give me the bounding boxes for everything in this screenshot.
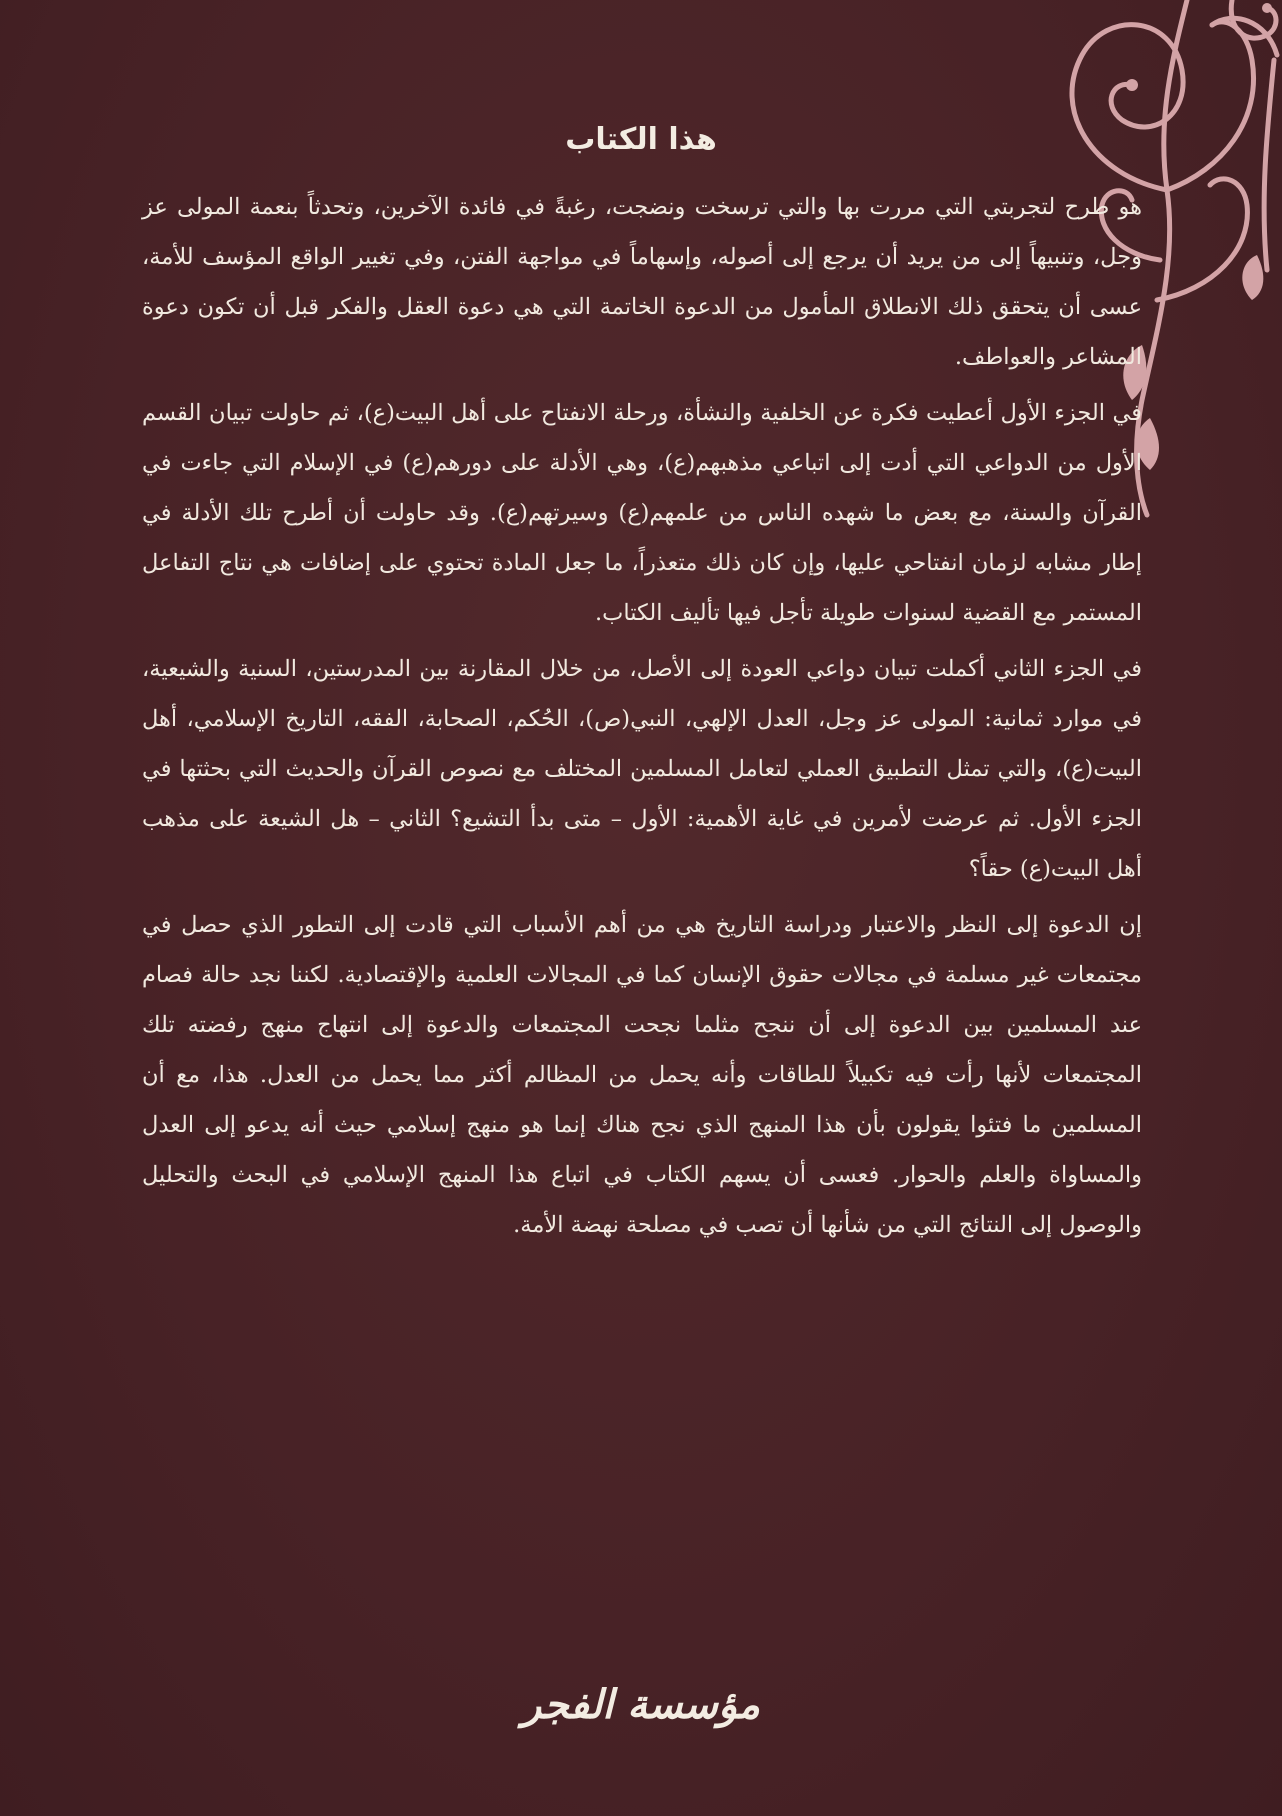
paragraph: في الجزء الأول أعطيت فكرة عن الخلفية والنشأة، ورحلة الانفتاح على أهل البيت(ع)، ثم حاولت تبيان القسم الأول من الدواعي التي أدت إلى اتباعي مذهبهم(ع)، وهي الأدلة على دورهم(ع) في الإسلام التي جاءت في القرآن والسنة، مع بعض ما شهده الناس من علمهم(ع) وسيرتهم(ع). وقد حاولت أن أطرح تلك الأدلة في إطار مشابه لزمان انفتاحي عليها، وإن كان ذلك متعذراً، ما جعل المادة تحتوي على إضافات هي نتاج التفاعل المستمر مع القضية لسنوات طويلة تأجل فيها تأليف الكتاب. bbox=[142, 400, 1142, 626]
description-text bbox=[142, 182, 1142, 1256]
paragraph: هو طرح لتجربتي التي مررت بها والتي ترسخت ونضجت، رغبةً في فائدة الآخرين، وتحدثاً بنعمة المولى عز وجل، وتنبيهاً إلى من يريد أن يرجع إلى أصوله، وإسهاماً في مواجهة الفتن، وفي تغيير الواقع المؤسف للأمة، عسى أن يتحقق ذلك الانطلاق المأمول من الدعوة الخاتمة التي هي دعوة العقل والفكر قبل أن تكون دعوة المشاعر والعواطف. bbox=[142, 194, 1142, 370]
paragraph: إن الدعوة إلى النظر والاعتبار ودراسة التاريخ هي من أهم الأسباب التي قادت إلى التطور الذي حصل في مجتمعات غير مسلمة في مجالات حقوق الإنسان كما في المجالات العلمية والإقتصادية. لكننا نجد حالة فصام عند المسلمين بين الدعوة إلى أن ننجح مثلما نجحت المجتمعات والدعوة إلى انتهاج منهج رفضته تلك المجتمعات لأنها رأت فيه تكبيلاً للطاقات وأنه يحمل من المظالم أكثر مما يحمل من العدل. هذا، مع أن المسلمين ما فتئوا يقولون بأن هذا المنهج الذي نجح هناك إنما هو منهج إسلامي حيث أنه يدعو إلى العدل والمساواة والعلم والحوار. فعسى أن يسهم الكتاب في اتباع هذا المنهج الإسلامي في البحث والتحليل والوصول إلى النتائج التي من شأنها أن تصب في مصلحة نهضة الأمة. bbox=[142, 912, 1142, 1238]
paragraph: في الجزء الثاني أكملت تبيان دواعي العودة إلى الأصل، من خلال المقارنة بين المدرستين، السنية والشيعية، في موارد ثمانية: المولى عز وجل، العدل الإلهي، النبي(ص)، الحُكم، الصحابة، الفقه، التاريخ الإسلامي، أهل البيت(ع)، والتي تمثل التطبيق العملي لتعامل المسلمين المختلف مع نصوص القرآن والحديث التي بحثتها في الجزء الأول. ثم عرضت لأمرين في غاية الأهمية: الأول – متى بدأ التشيع؟ الثاني – هل الشيعة على مذهب أهل البيت(ع) حقاً؟ bbox=[142, 656, 1142, 882]
page-title: هذا الكتاب bbox=[565, 122, 717, 157]
publisher-logo: مؤسسة الفجر bbox=[521, 1681, 761, 1728]
